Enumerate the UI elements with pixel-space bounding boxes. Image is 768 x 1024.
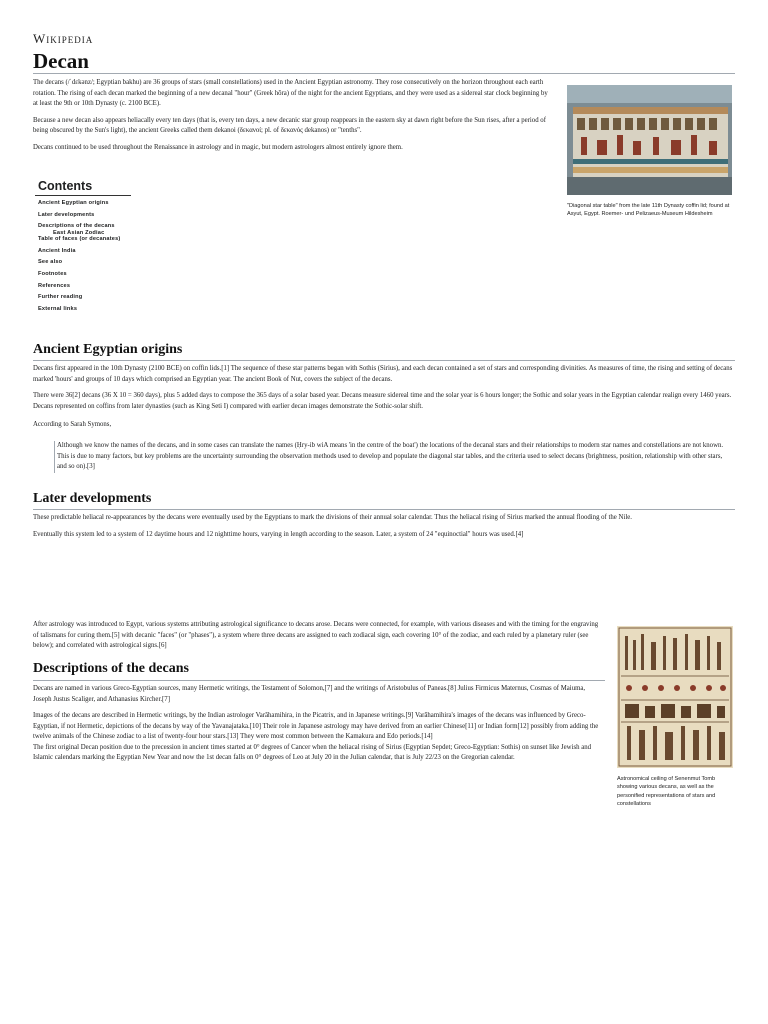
title-divider	[33, 73, 735, 74]
paragraph: Eventually this system led to a system of 12 daytime hours and 12 nighttime hours, varying in length according to the season. Later, a system of 24 "equinoctial" hours was used.[4]	[33, 530, 524, 538]
toc-item[interactable]: Ancient Egyptian origins	[38, 200, 109, 206]
section-later-body-cont	[33, 620, 603, 652]
blockquote-text: Although we know the names of the decans, and in some cases can translate the names (Ḥry-ib wiA means 'in the centre of the boat') the locations of the decanal stars and their relationships to modern star names and constellations are not known. This is due to many factors, but key problems are the uncertainty surrounding the observation methods used to develop and populate the diagonal star tables, and the criteria used to select decans (brightness, position, relationship with other stars, and so on).[3]	[57, 442, 724, 470]
section-origins-body	[33, 364, 735, 431]
toc-item[interactable]: Table of faces (or decanates)	[38, 236, 121, 243]
toc-subitem[interactable]: East Asian Zodiac	[53, 229, 105, 236]
toc-item[interactable]: References	[38, 282, 71, 289]
toc-item[interactable]: Further reading	[38, 294, 83, 301]
section-heading-descriptions: Descriptions of the decans	[33, 661, 189, 676]
section-divider	[33, 360, 735, 361]
section-divider	[33, 509, 735, 510]
toc-item[interactable]: External links	[38, 305, 78, 312]
paragraph: According to Sarah Symons,	[33, 421, 112, 428]
toc-divider	[35, 195, 131, 196]
table-of-contents	[38, 200, 120, 317]
section-heading-later: Later developments	[33, 491, 152, 506]
coffin-lid-image[interactable]	[567, 85, 732, 195]
senenmut-ceiling-image[interactable]	[617, 626, 733, 768]
paragraph: There were 36[2] decans (36 X 10 = 360 days), plus 5 added days to compose the 365 days of a solar based year. Decans measure sidereal time and the solar year is 6 hours longer; the Sothic and solar years in the Egyptian calendar realign every 1460 years. Decans represented on coffins from later dynasties (such as King Seti I) compared with earlier decan images demonstrate the Sothic-solar shift.	[33, 392, 732, 410]
paragraph: The first original Decan position due to the precession in ancient times started at 0° degrees of Cancer when the heliacal rising of Sirius (Egyptian Sepdet; Greco-Egyptian: Sothis) on sunset like Jewish and Islamic calendars marking the Egyptian New Year and now the 1st decan falls on 0° degrees of Leo at July 20 in the Julian calendar, that is July 22/23 on the Gregorian calendar.	[33, 743, 592, 761]
intro-paragraph-2: Because a new decan also appears heliacally every ten days (that is, every ten days, a new decanic star group reappears in the eastern sky at dawn right before the Sun rises, after a period of being obscured by the Sun's light), the ancient Greeks called them dekanoi (δεκανοί; pl. of δεκανός dekanos) or "tenths".	[33, 116, 546, 134]
toc-item[interactable]: Later developments	[38, 211, 95, 218]
section-heading-origins: Ancient Egyptian origins	[33, 342, 183, 357]
paragraph: After astrology was introduced to Egypt, various systems attributing astrological significance to decans arose. Decans were connected, for example, with various diseases and with the timing for the engraving of talismans for curing them.[5] with decanic "faces" (or "phases"), a system where three decans are assigned to each zodiacal sign, each covering 10° of the zodiac, and each ruled by a planetary ruler (see below); and correlated with astrological signs.[6]	[33, 621, 599, 649]
wikipedia-wordmark[interactable]: Wikipedia	[33, 31, 94, 46]
intro	[33, 78, 553, 153]
blockquote	[54, 441, 727, 473]
intro-paragraph-1: The decans (/ˈdɛkənz/; Egyptian bakhu) are 36 groups of stars (small constellations) used in the Ancient Egyptian astronomy. They rose consecutively on the horizon throughout each earth rotation. The rising of each decan marked the beginning of a new decanal "hour" (Greek hōra) of the night for the ancient Egyptians, and they were used as a sidereal star clock beginning by at least the 9th or 10th Dynasty (c. 2100 BCE).	[33, 79, 548, 107]
section-descriptions-body	[33, 684, 605, 764]
paragraph: Decans first appeared in the 10th Dynasty (2100 BCE) on coffin lids.[1] The sequence of these star patterns began with Sothis (Sirius), and each decan contained a set of stars and corresponding divinities. As measures of time, the rising and setting of decans marked 'hours' and groups of 10 days which comprised an Egyptian year. The ancient Book of Nut, covers the subject of the decans.	[33, 365, 733, 383]
figure-caption: Astronomical ceiling of Senenmut Tomb showing various decans, as well as the personified representations of stars and constellations	[617, 776, 716, 808]
figure-star-table	[567, 85, 735, 219]
toc-item[interactable]	[38, 223, 120, 236]
figure-caption: "Diagonal star table" from the late 11th Dynasty coffin lid; found at Asyut, Egypt. Roemer- und Pelizaeus-Museum Hildesheim	[567, 203, 730, 218]
paragraph: These predictable heliacal re-appearances by the decans were eventually used by the Egyptians to mark the divisions of their annual solar calendar. Thus the heliacal rising of Sirius marked the annual flooding of the Nile.	[33, 514, 632, 521]
intro-paragraph-3: Decans continued to be used throughout the Renaissance in astrology and in magic, but modern astrologers almost entirely ignore them.	[33, 143, 403, 151]
figure-senenmut	[617, 626, 735, 809]
section-later-body	[33, 513, 735, 540]
page-title: Decan	[33, 49, 89, 73]
toc-item-label[interactable]: Descriptions of the decans	[38, 223, 115, 230]
toc-item[interactable]: Footnotes	[38, 270, 67, 277]
toc-item[interactable]: See also	[38, 259, 63, 266]
toc-title: Contents	[38, 179, 93, 193]
paragraph: Decans are named in various Greco-Egyptian sources, many Hermetic writings, the Testament of Solomon,[7] and the writings of Aristobulus of Paneas.[8] Julius Firmicus Maternus, Cosmas of Maiuma, Joseph Justus Scaliger, and Athanasius Kircher.[7]	[33, 685, 586, 703]
toc-item[interactable]: Ancient India	[38, 247, 76, 254]
paragraph: Images of the decans are described in Hermetic writings, by the Indian astrologer Varāhamihira, in the Picatrix, and in Japanese writings.[9] Varāhamihira's images of the decans was influenced by Greco-Egyptian, if not Hermetic, depictions of the decans by way of the Yavanajataka.[10] Their role in Japanese astrology may have derived from an earlier Chinese[11] or Indian form[12] possibly from adding the twelve animals of the Chinese zodiac to a list of twenty-four hour stars.[13] They were most common between the Kamakura and Edo periods.[14]	[33, 712, 599, 740]
section-divider	[33, 680, 605, 681]
